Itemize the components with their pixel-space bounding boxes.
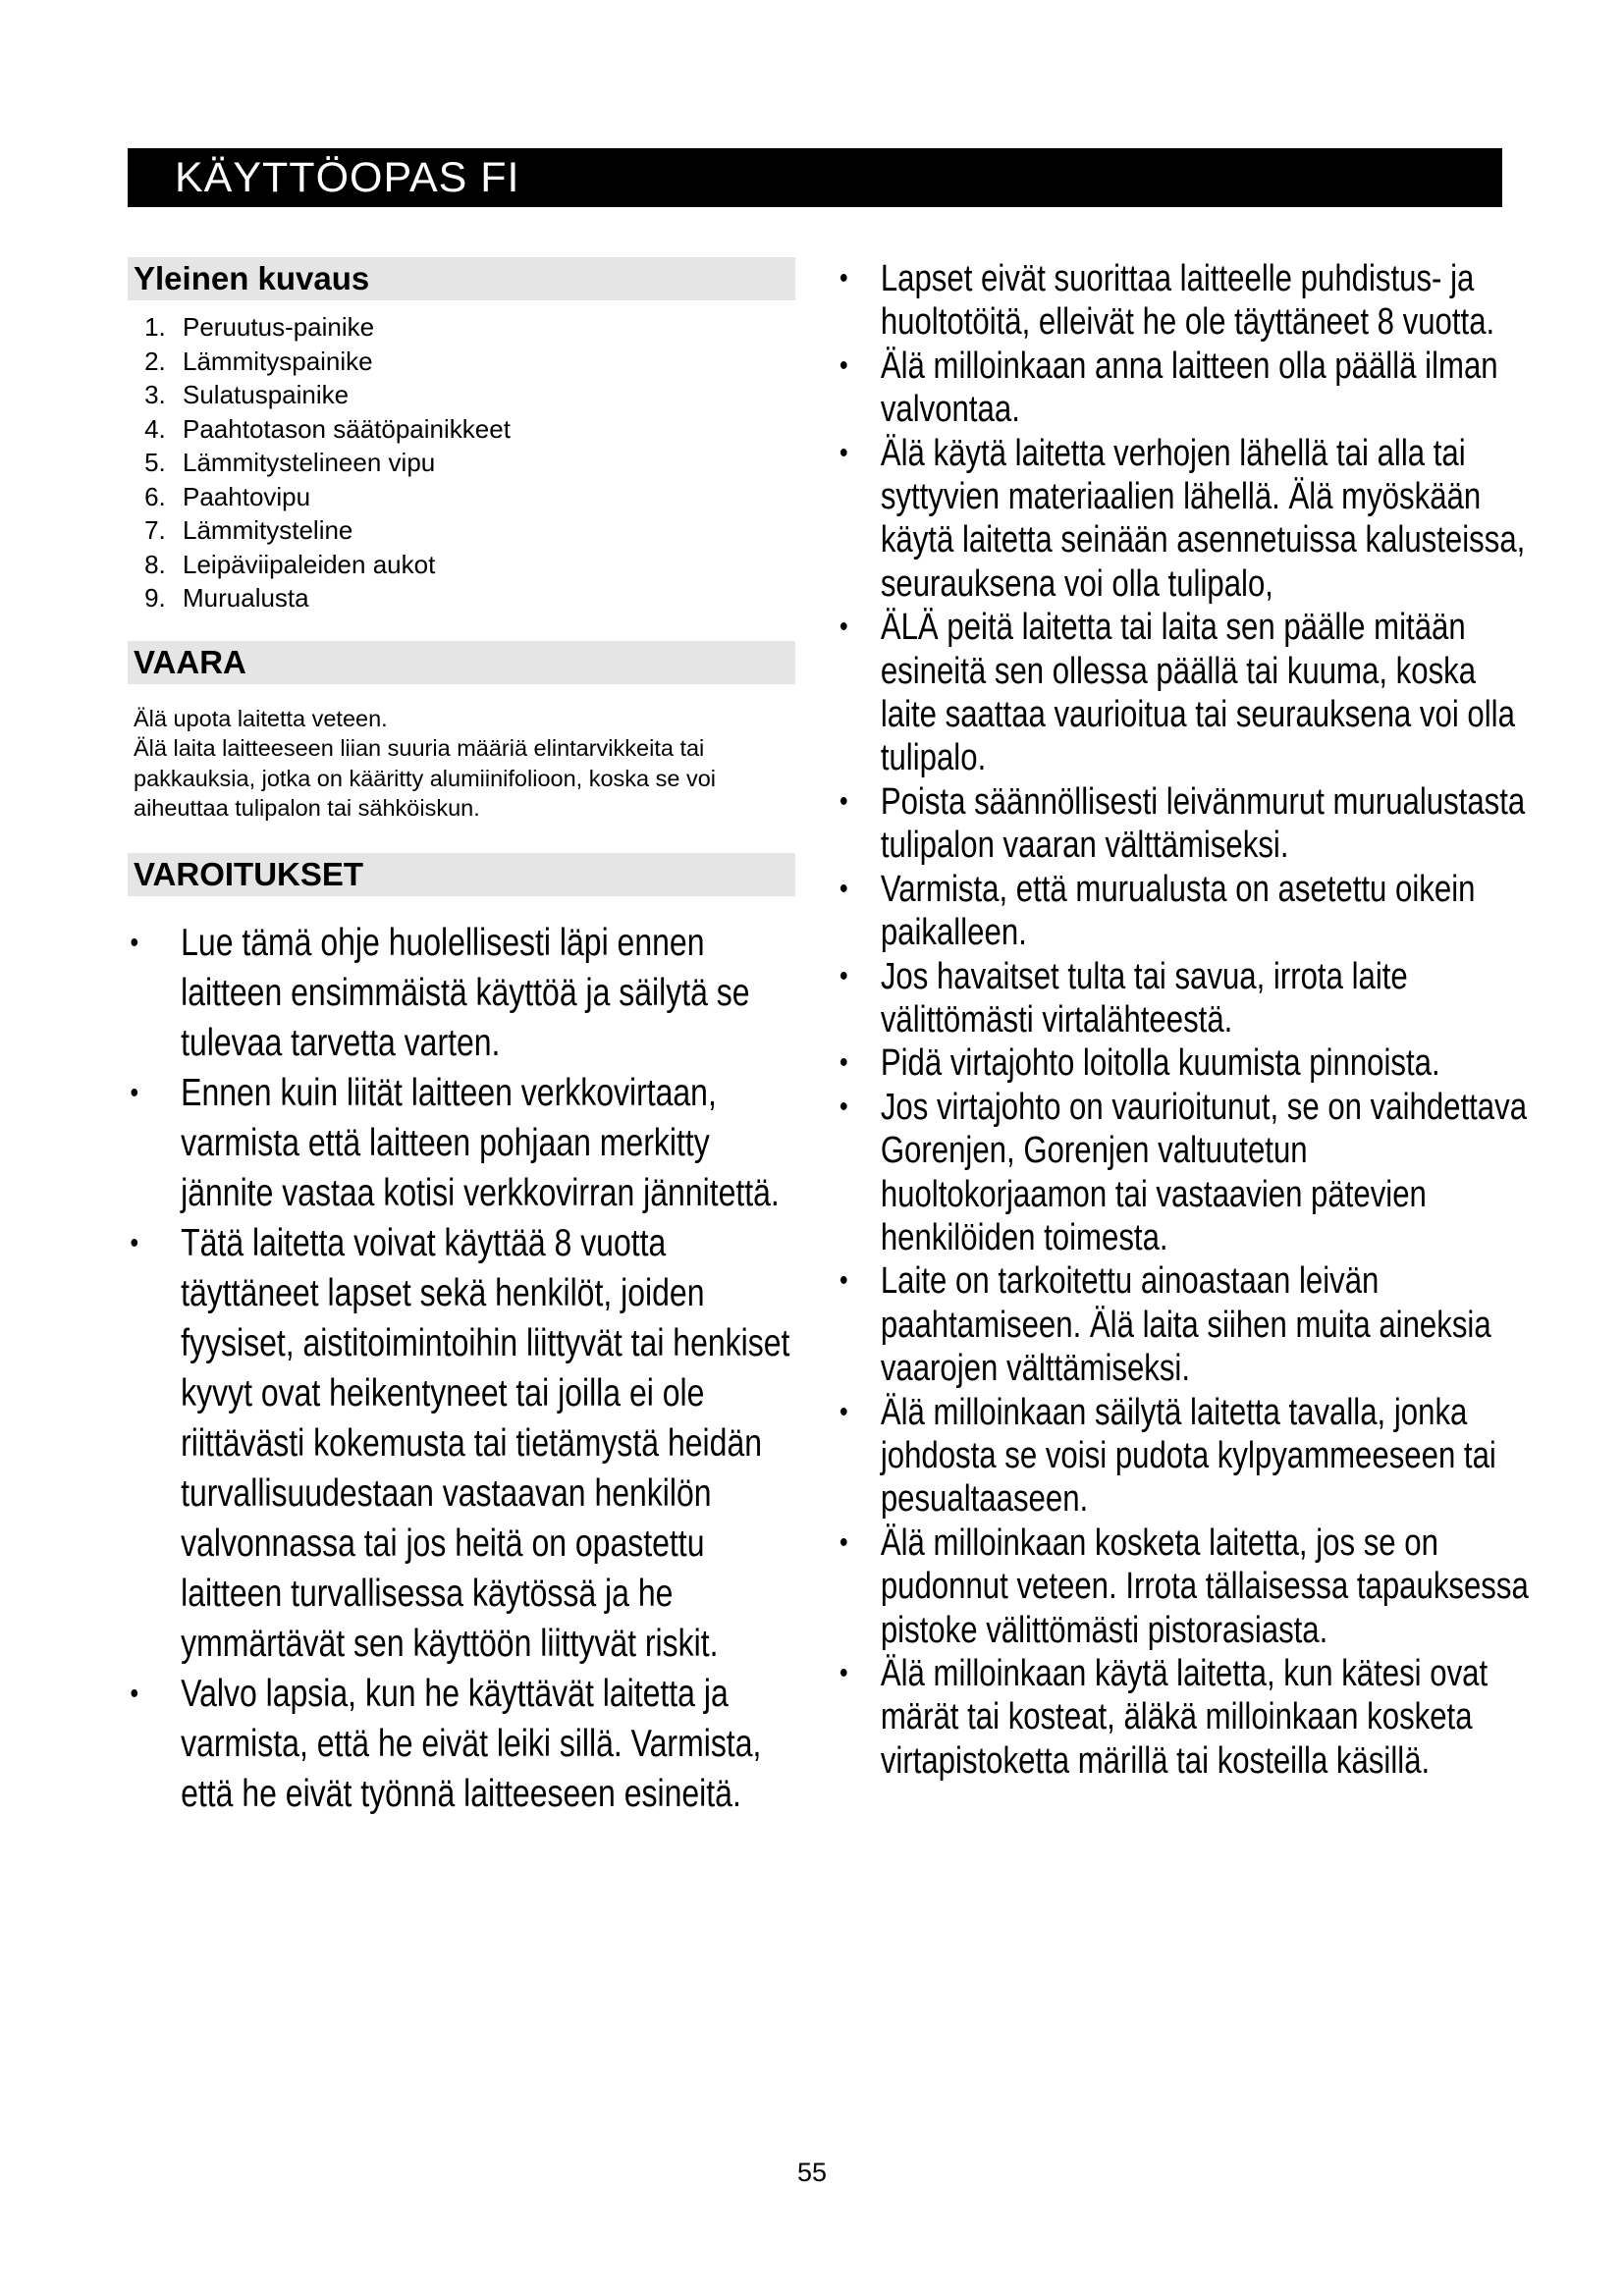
list-item: 2. Lämmityspainike xyxy=(173,345,795,379)
list-item: • Älä milloinkaan säilytä laitetta tavalla, jonka johdosta se voisi pudota kylpyammeeseen tai pesualtaaseen. xyxy=(839,1391,1532,1522)
right-column xyxy=(839,257,1546,1783)
list-item: 1. Peruutus-painike xyxy=(173,310,795,345)
list-item: • Jos virtajohto on vaurioitunut, se on vaihdettava Gorenjen, Gorenjen valtuutetun huoltokorjaamon tai vastaavien pätevien henkilöiden toimesta. xyxy=(839,1086,1532,1260)
list-item: • Ennen kuin liität laitteen verkkovirtaan, varmista että laitteen pohjaan merkitty jännite vastaa kotisi verkkovirran jännitettä. xyxy=(128,1068,796,1218)
list-item: • Älä milloinkaan käytä laitetta, kun kätesi ovat märät tai kosteat, äläkä milloinkaan kosketa virtapistoketta märillä tai kosteilla käsillä. xyxy=(839,1652,1532,1783)
list-item: • Älä milloinkaan kosketa laitetta, jos se on pudonnut veteen. Irrota tällaisessa tapauksessa pistoke välittömästi pistorasiasta. xyxy=(839,1522,1532,1652)
page-title: KÄYTTÖOPAS FI xyxy=(175,154,520,201)
list-item: 4. Paahtotason säätöpainikkeet xyxy=(173,412,795,447)
list-item: • Poista säännöllisesti leivänmurut murualustasta tulipalon vaaran välttämiseksi. xyxy=(839,780,1532,868)
warnings-list-right xyxy=(839,257,1532,1783)
list-item: • Valvo lapsia, kun he käyttävät laitetta ja varmista, että he eivät leiki sillä. Varmista, että he eivät työnnä laitteeseen esineitä. xyxy=(128,1669,796,1819)
warnings-list-left xyxy=(128,918,796,1819)
list-item: • Älä käytä laitetta verhojen lähellä tai alla tai syttyvien materiaalien lähellä. Älä myöskään käytä laitetta seinään asennetuissa kalusteissa, seurauksena voi olla tulipalo, xyxy=(839,432,1532,607)
danger-text xyxy=(128,704,795,824)
parts-list xyxy=(128,310,795,615)
page-number: 55 xyxy=(796,2158,828,2187)
header-bar xyxy=(128,148,1502,207)
danger-line: Älä upota laitetta veteen. xyxy=(134,705,388,731)
list-item: • Älä milloinkaan anna laitteen olla päällä ilman valvontaa. xyxy=(839,345,1532,432)
general-heading: Yleinen kuvaus xyxy=(128,257,795,300)
list-item: 8. Leipäviipaleiden aukot xyxy=(173,548,795,582)
warnings-heading: VAROITUKSET xyxy=(128,853,795,896)
list-item: • Lapset eivät suorittaa laitteelle puhdistus- ja huoltotöitä, elleivät he ole täyttäneet 8 vuotta. xyxy=(839,257,1532,345)
list-item: • Jos havaitset tulta tai savua, irrota laite välittömästi virtalähteestä. xyxy=(839,955,1532,1042)
list-item: • Lue tämä ohje huolellisesti läpi ennen laitteen ensimmäistä käyttöä ja säilytä se tulevaa tarvetta varten. xyxy=(128,918,796,1068)
list-item: 7. Lämmitysteline xyxy=(173,513,795,548)
list-item: 5. Lämmitystelineen vipu xyxy=(173,446,795,480)
list-item: • Varmista, että murualusta on asetettu oikein paikalleen. xyxy=(839,868,1532,955)
list-item: • Tätä laitetta voivat käyttää 8 vuotta täyttäneet lapset sekä henkilöt, joiden fyysiset, aistitoimintoihin liittyvät tai henkiset kyvyt ovat heikentyneet tai joilla ei ole riittävästi kokemusta tai tietämystä heidän turvallisuudestaan vastaavan henkilön valvonnassa tai jos heitä on opastettu laitteen turvallisessa käytössä ja he ymmärtävät sen käyttöön liittyvät riskit. xyxy=(128,1218,796,1669)
list-item: • Laite on tarkoitettu ainoastaan leivän paahtamiseen. Älä laita siihen muita aineksia vaarojen välttämiseksi. xyxy=(839,1259,1532,1390)
danger-heading: VAARA xyxy=(128,641,795,684)
danger-line: Älä laita laitteeseen liian suuria määriä elintarvikkeita tai pakkauksia, jotka on kääritty alumiinifolioon, koska se voi aiheuttaa tulipalon tai sähköiskun. xyxy=(134,735,717,821)
list-item: 6. Paahtovipu xyxy=(173,480,795,514)
list-item: • ÄLÄ peitä laitetta tai laita sen päälle mitään esineitä sen ollessa päällä tai kuuma, koska laite saattaa vaurioitua tai seurauksena voi olla tulipalo. xyxy=(839,606,1532,780)
list-item: • Pidä virtajohto loitolla kuumista pinnoista. xyxy=(839,1041,1532,1085)
left-column xyxy=(128,257,795,1819)
list-item: 9. Murualusta xyxy=(173,581,795,615)
list-item: 3. Sulatuspainike xyxy=(173,378,795,412)
